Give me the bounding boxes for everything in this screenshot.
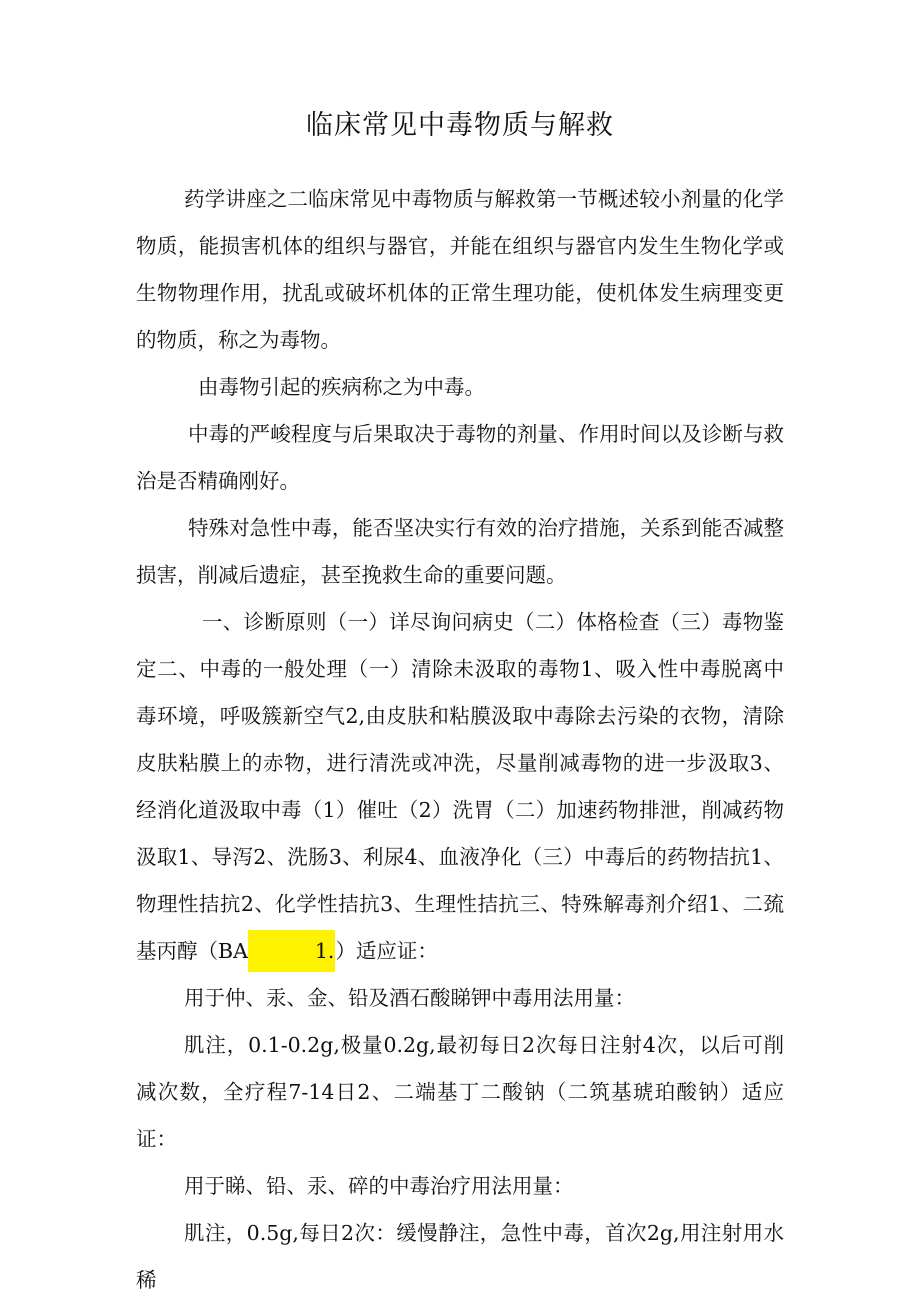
treatment-text-end: ）适应证： xyxy=(335,939,438,963)
highlighted-text: 1. xyxy=(248,930,336,972)
paragraph-acute: 特殊对急性中毒，能否坚决实行有效的治疗措施，关系到能否减整损害，削减后遗症，甚至挽救生命的重要问题。 xyxy=(136,516,784,587)
paragraph-dms-indication: 用于睇、铅、汞、碎的中毒治疗用法用量： xyxy=(184,1174,574,1198)
paragraph-definition: 药学讲座之二临床常见中毒物质与解救第一节概述较小剂量的化学物质，能损害机体的组织与器官，并能在组织与器官内发生生物化学或生物物理作用，扰乱或破坏机体的正常生理功能，使机体发生病理变更的物质，称之为毒物。 xyxy=(136,187,784,352)
paragraph-severity: 中毒的严峻程度与后果取决于毒物的剂量、作用时间以及诊断与救治是否精确刚好。 xyxy=(136,422,784,493)
paragraph-bal-dosage: 肌注，0.1-0.2g,极量0.2g,最初每日2次每日注射4次，以后可削减次数，全疗程7-14日2、二端基丁二酸钠（二筑基琥珀酸钠）适应证： xyxy=(136,1033,784,1151)
paragraph-treatment xyxy=(136,599,784,975)
document-title: 临床常见中毒物质与解救 xyxy=(306,110,614,141)
paragraph-dms-dosage: 肌注，0.5g,每日2次：缓慢静注，急性中毒，首次2g,用注射用水稀 xyxy=(136,1221,784,1292)
treatment-text: 一、诊断原则（一）详尽询问病史（二）体格检查（三）毒物鉴定二、中毒的一般处理（一）清除未汲取的毒物1、吸入性中毒脱离中毒环境，呼吸簇新空气2,由皮肤和粘膜汲取中毒除去污染的衣物，清除皮肤粘膜上的赤物，进行清洗或冲洗，尽量削减毒物的进一步汲取3、经消化道汲取中毒（1）催吐（2）洗胃（二）加速药物排泄，削减药物汲取1、导泻2、洗肠3、利尿4、血液净化（三）中毒后的药物拮抗1、物理性拮抗2、化学性拮抗3、生理性拮抗三、特殊解毒剂介绍1、二巯基丙醇（BA xyxy=(136,610,784,963)
paragraph-disease: 由毒物引起的疾病称之为中毒。 xyxy=(198,375,485,399)
paragraph-bal-indication: 用于仲、汞、金、铅及酒石酸睇钾中毒用法用量： xyxy=(184,986,635,1010)
